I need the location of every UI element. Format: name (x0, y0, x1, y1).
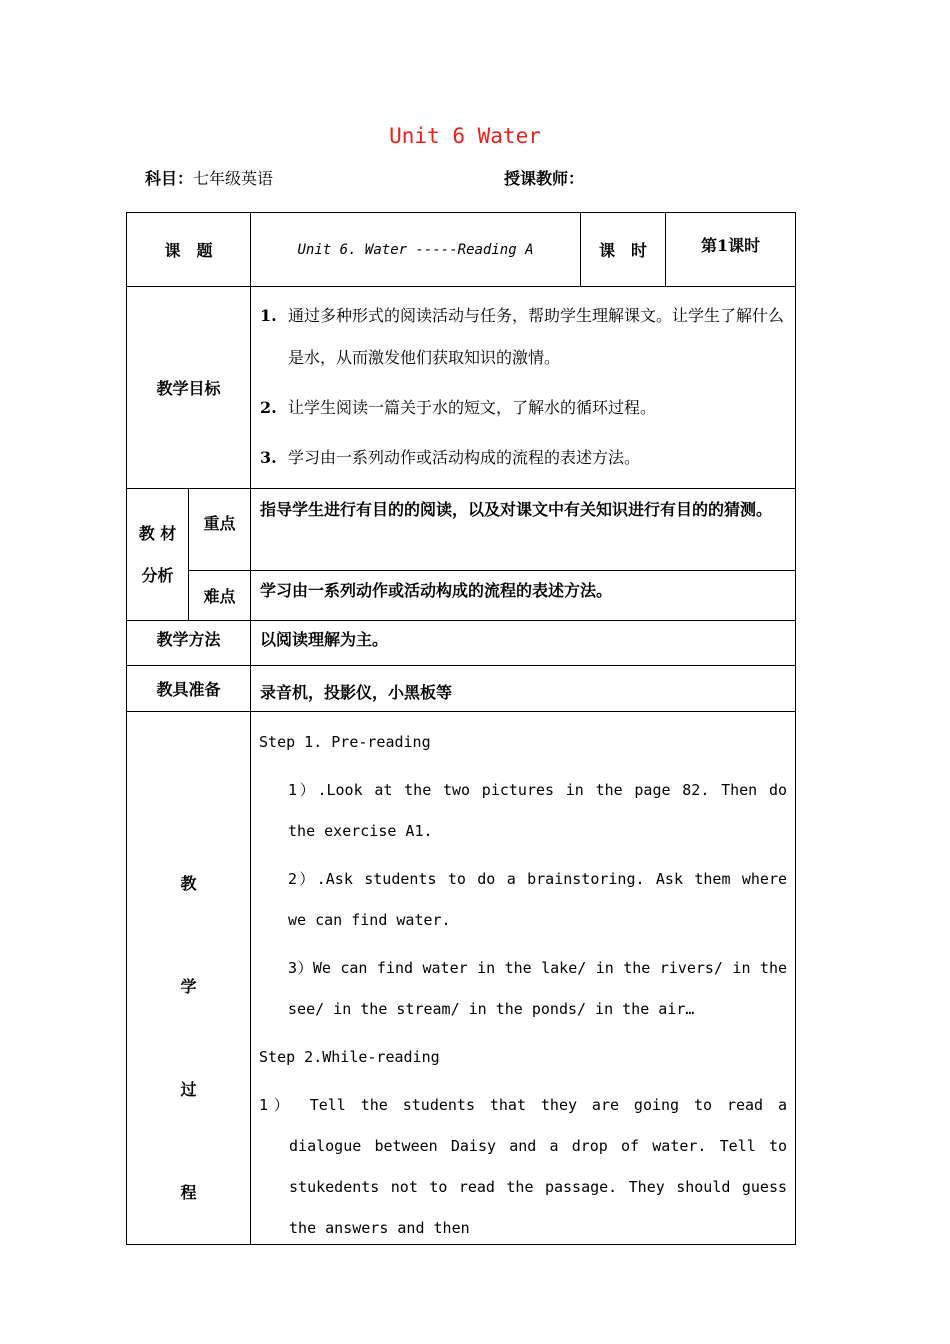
difficulty-text: 学习由一系列动作或活动构成的流程的表述方法。 (251, 571, 796, 621)
process-cell (251, 712, 796, 1245)
goal-item: 3. 学习由一系列动作或活动构成的流程的表述方法。 (260, 448, 641, 467)
key-label: 重点 (189, 489, 251, 571)
teacher-label: 授课教师： (504, 169, 585, 188)
key-row (127, 489, 796, 571)
period-label: 课 时 (581, 213, 666, 287)
step-heading: Step 2.While-reading (259, 1048, 440, 1066)
analysis-label: 教 材 分析 (127, 489, 189, 621)
process-content (251, 712, 795, 1237)
tools-text: 录音机，投影仪，小黑板等 (251, 666, 796, 712)
goal-item: 1. 通过多种形式的阅读活动与任务，帮助学生理解课文。让学生了解什么是水，从而激发他们获取知识的激情。 (260, 306, 785, 367)
goal-item: 2. 让学生阅读一篇关于水的短文，了解水的循环过程。 (260, 398, 657, 417)
period-value: 第1课时 (666, 213, 796, 287)
topic-label: 课 题 (127, 213, 251, 287)
step-item: 1） Tell the students that they are going to read a dialogue between Daisy and a drop of water. Tell to stukedents not to read the passage. They should guess the answers and then (259, 1096, 788, 1237)
difficulty-row (127, 571, 796, 621)
document-title: Unit 6 Water (389, 124, 541, 148)
key-text: 指导学生进行有目的的阅读，以及对课文中有关知识进行有目的的猜测。 (251, 489, 796, 571)
teacher-line (504, 166, 584, 189)
method-text: 以阅读理解为主。 (251, 621, 796, 666)
topic-row (127, 213, 796, 287)
method-row (127, 621, 796, 666)
subject-value: 七年级英语 (193, 169, 274, 188)
tools-label: 教具准备 (127, 666, 251, 712)
goals-list (251, 287, 796, 489)
process-label: 教 学 过 程 (127, 712, 251, 1245)
step-item: 3）We can find water in the lake/ in the rivers/ in the see/ in the stream/ in the ponds/ in the air… (288, 959, 788, 1018)
step-item: 2）.Ask students to do a brainstoring. Ask them where we can find water. (288, 870, 788, 929)
topic-value: Unit 6. Water -----Reading A (251, 213, 581, 287)
difficulty-label: 难点 (189, 571, 251, 621)
method-label: 教学方法 (127, 621, 251, 666)
step-item: 1）.Look at the two pictures in the page 82. Then do the exercise A1. (288, 781, 788, 840)
subject-label: 科目： (145, 169, 194, 188)
step-heading: Step 1. Pre-reading (259, 733, 431, 751)
lesson-plan-table (126, 212, 796, 1245)
goals-row (127, 287, 796, 489)
process-row (127, 712, 796, 1245)
goals-label: 教学目标 (127, 287, 251, 489)
tools-row (127, 666, 796, 712)
subject-line (145, 166, 273, 189)
